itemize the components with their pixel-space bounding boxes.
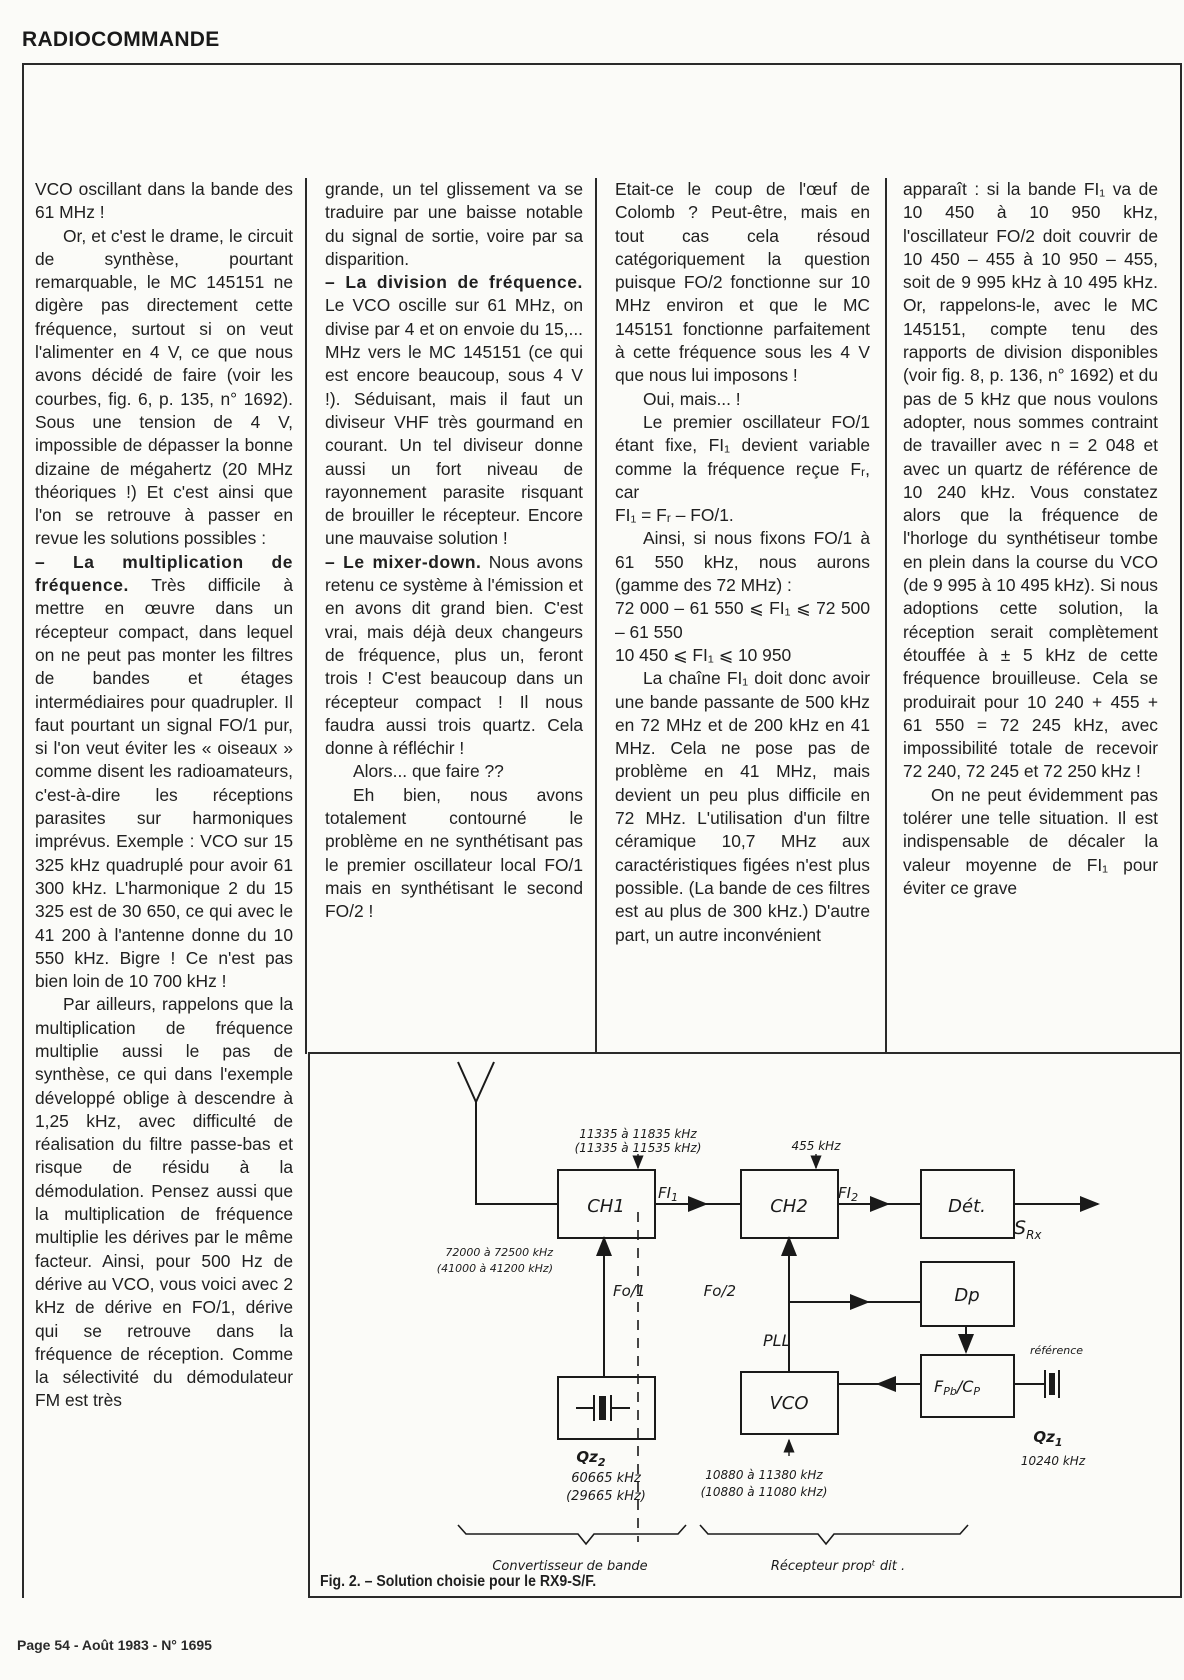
paragraph <box>325 760 583 783</box>
paragraph-text: Alors... que faire ?? <box>353 761 504 782</box>
subheading: – Le mixer-down. <box>325 551 482 572</box>
paragraph-text: Très difficile à mettre en œuvre dans un récepteur compact, dans lequel on ne peut pas monter les filtres de bandes et étages intermédiaires pour quadrupler. Il faut pourtant un signal FO/1 pur, si l'on veut éviter les « oiseaux » comme disent les radioamateurs, c'est-à-dire les réceptions parasites sur harmoniques imprévus. Exemple : VCO sur 15 325 kHz quadruplé pour avoir 61 300 kHz. L'harmonique 2 du 15 325 est de 30 650, ce qui avec le 41 200 à l'antenne donne du 10 550 kHz. Bigre ! Ce n'est pas bien loin de 10 700 kHz ! <box>35 575 293 992</box>
block-diagram <box>308 1052 1182 1572</box>
text-column-3 <box>615 178 870 947</box>
antenna-icon <box>458 1062 558 1204</box>
converter-group-label: Convertisseur de bande <box>492 1559 648 1572</box>
section-title: RADIOCOMMANDE <box>22 28 220 51</box>
paragraph-text: Par ailleurs, rappelons que la multiplication de fréquence multiplie aussi le pas de synthèse, ce qui dans l'exemple développé oblige à descendre à 1,25 kHz, avec difficulté de réalisation du filtre passe-bas et risque de résidu à la démodulation. Pensez aussi que la multiplication de fréquence multiplie les dérives par le même facteur. Ainsi, pour 500 Hz de dérive au VCO, vous voici avec 2 kHz de dérive en FO/1, dérive qui se retrouve dans la fréquence de réception. Comme la sélectivité du démodulateur FM est très <box>35 994 293 1411</box>
qz2-freq-alt-label: (29665 kHz) <box>566 1489 646 1504</box>
paragraph <box>325 178 583 271</box>
fpb-cp-label: FPb/CP <box>934 1377 981 1398</box>
qz1-freq-label: 10240 kHz <box>1020 1454 1086 1468</box>
paragraph <box>615 388 870 411</box>
column-divider <box>305 178 307 1054</box>
paragraph-text: apparaît : si la bande FI₁ va de 10 450 à 10 950 kHz, l'oscillateur FO/2 doit couvrir de 10 450 – 455 à 10 950 – 455, soit de 9 995 kHz à 10 495 kHz. Or, rappelons-le, avec le MC 145151, compte tenu des rapports de division disponibles (voir fig. 8, p. 136, n° 1692) et du pas de 5 kHz que nous voulons adopter, nous sommes contraint de travailler avec n = 2 048 et avec un quartz de référence de 10 240 kHz. Vous constatez alors que la fréquence de l'horloge du synthétiseur tombe en plein dans la course du VCO (de 9 995 à 10 495 kHz). Si nous adoptions cette solution, la réception serait complètement étouffée à ± 5 kHz de cette fréquence brouilleuse. Cela se produirait pour 10 240 + 455 + 61 550 = 72 245 kHz, avec impossibilité totale de recevoir 72 240, 72 245 et 72 250 kHz ! <box>903 179 1158 782</box>
paragraph <box>35 225 293 551</box>
paragraph <box>325 551 583 761</box>
vco-range-alt-label: (10880 à 11080 kHz) <box>700 1485 828 1499</box>
fi2-label: $FI_2$ <box>838 1184 859 1204</box>
paragraph <box>325 784 583 924</box>
paragraph <box>615 644 870 667</box>
paragraph-text: Le premier oscillateur FO/1 étant fixe, FI₁ devient variable comme la fréquence reçue Fᵣ, car <box>615 411 870 502</box>
converter-brace <box>458 1525 686 1544</box>
paragraph-text: On ne peut évidemment pas tolérer une telle situation. Il est indispensable de décaler la valeur moyenne de FI₁ pour éviter ce grave <box>903 784 1158 898</box>
paragraph <box>615 667 870 947</box>
reference-label: référence <box>1030 1344 1084 1357</box>
vco-label: VCO <box>769 1393 809 1414</box>
receiver-brace <box>700 1525 968 1544</box>
vco-range-label: 10880 à 11380 kHz <box>705 1468 823 1482</box>
qz2-label: $Qz_2$ <box>576 1448 606 1469</box>
input-range-alt-label: (41000 à 41200 kHz) <box>436 1262 553 1275</box>
crystal-icon <box>576 1395 630 1421</box>
paragraph <box>615 411 870 504</box>
paragraph <box>903 178 1158 784</box>
paragraph <box>35 551 293 994</box>
ch2-label: CH2 <box>770 1196 808 1217</box>
subheading: – La multiplication de fréquence. <box>35 551 293 596</box>
paragraph-text: VCO oscillant dans la bande des 61 MHz ! <box>35 179 293 223</box>
det-label: Dét. <box>948 1196 986 1217</box>
receiver-group-label: Récepteur propᵗ dit . <box>770 1559 906 1572</box>
qz1-label: $Qz_1$ <box>1033 1428 1063 1449</box>
dp-label: Dp <box>954 1285 980 1306</box>
fi1-range-alt-label: (11335 à 11535 kHz) <box>574 1141 702 1155</box>
paragraph-text: Nous avons retenu ce système à l'émission et en avons dit grand bien. C'est vrai, mais déjà deux changeurs de fréquence, plus un, feront trois ! C'est beaucoup dans un récepteur compact ! Il nous faudra aussi trois quartz. Cela donne à réfléchir ! <box>325 551 584 759</box>
paragraph <box>35 993 293 1412</box>
text-column-2 <box>325 178 583 924</box>
paragraph <box>35 178 293 225</box>
pll-label: PLL <box>763 1331 791 1350</box>
paragraph-text: 72 000 – 61 550 ⩽ FI₁ ⩽ 72 500 – 61 550 <box>615 598 870 642</box>
paragraph-text: Le VCO oscille sur 61 MHz, on divise par 4 et on envoie du 15,... MHz vers le MC 145151 (ce qui est encore beaucoup, sous 4 V !). Séduisant, mais il faut un diviseur VHF très gourmand en courant. Un tel diviseur donne aussi un fort niveau de rayonnement parasite risquant de brouiller le récepteur. Encore une mauvaise solution ! <box>325 295 583 549</box>
input-range-label: 72000 à 72500 kHz <box>445 1246 553 1259</box>
text-column-4 <box>903 178 1158 900</box>
paragraph-text: Etait-ce le coup de l'œuf de Colomb ? Peut-être, mais en tout cas cela résoud catégoriquement la question puisque FO/2 fonctionne sur 10 MHz environ et que le MC 145151 fonctionne parfaitement à cette fréquence sous les 4 V que nous lui imposons ! <box>615 179 870 386</box>
column-divider <box>595 178 597 1054</box>
paragraph <box>615 597 870 644</box>
column-divider <box>885 178 887 1054</box>
paragraph-text: Eh bien, nous avons totalement contourné le problème en ne synthétisant pas le premier oscillateur local FO/1 mais en synthétisant le second FO/2 ! <box>325 784 583 922</box>
paragraph <box>325 271 583 551</box>
qz2-block <box>558 1377 655 1439</box>
fi1-range-label: 11335 à 11835 kHz <box>579 1127 697 1141</box>
paragraph <box>615 527 870 597</box>
srx-label: $S_{Rx}$ <box>1014 1217 1042 1242</box>
fo1-label: Fo/1 <box>613 1282 646 1300</box>
paragraph-text: Or, et c'est le drame, le circuit de synthèse, pourtant remarquable, le MC 145151 ne digère pas directement cette fréquence, surtout si on veut l'alimenter en 4 V, ce que nous avons décidé de faire (voir les courbes, fig. 6, p. 135, n° 1692). Sous une tension de 4 V, impossible de dépasser la bonne dizaine de mégahertz (20 MHz théoriques !) Et c'est ainsi que l'on se retrouve à passer en revue les solutions possibles : <box>35 225 293 549</box>
text-column-1 <box>35 178 293 1413</box>
subheading: – La division de fréquence. <box>325 272 583 293</box>
reference-crystal-icon <box>1045 1370 1059 1398</box>
fi2-freq-label: 455 kHz <box>791 1139 841 1153</box>
figure-caption: Fig. 2. – Solution choisie pour le RX9-S/F. <box>320 1573 597 1590</box>
fi1-label: $FI_1$ <box>658 1184 679 1204</box>
paragraph-text: Oui, mais... ! <box>643 388 741 409</box>
paragraph <box>615 178 870 388</box>
ch1-label: CH1 <box>587 1196 625 1217</box>
paragraph-text: Ainsi, si nous fixons FO/1 à 61 550 kHz, nous aurons (gamme des 72 MHz) : <box>615 528 870 596</box>
qz2-freq-label: 60665 kHz <box>571 1471 641 1486</box>
paragraph-text: grande, un tel glissement va se traduire par une baisse notable du signal de sortie, voire par sa disparition. <box>325 179 583 269</box>
paragraph-text: FI₁ = Fᵣ – FO/1. <box>615 505 734 526</box>
paragraph-text: 10 450 ⩽ FI₁ ⩽ 10 950 <box>615 644 792 665</box>
paragraph <box>903 784 1158 900</box>
page-footer: Page 54 - Août 1983 - N° 1695 <box>17 1637 212 1653</box>
paragraph-text: La chaîne FI₁ doit donc avoir une bande passante de 500 kHz en 72 MHz et de 200 kHz en 41 MHz. Cela ne pose pas de problème en 41 MHz, mais devient un peu plus difficile en 72 MHz. L'utilisation d'un filtre céramique 10,7 MHz aux caractéristiques figées n'est plus possible. (La bande de ces filtres est au plus de 300 kHz.) D'autre part, un autre inconvénient <box>615 668 870 945</box>
paragraph <box>615 504 870 527</box>
fo2-label: Fo/2 <box>703 1282 736 1300</box>
